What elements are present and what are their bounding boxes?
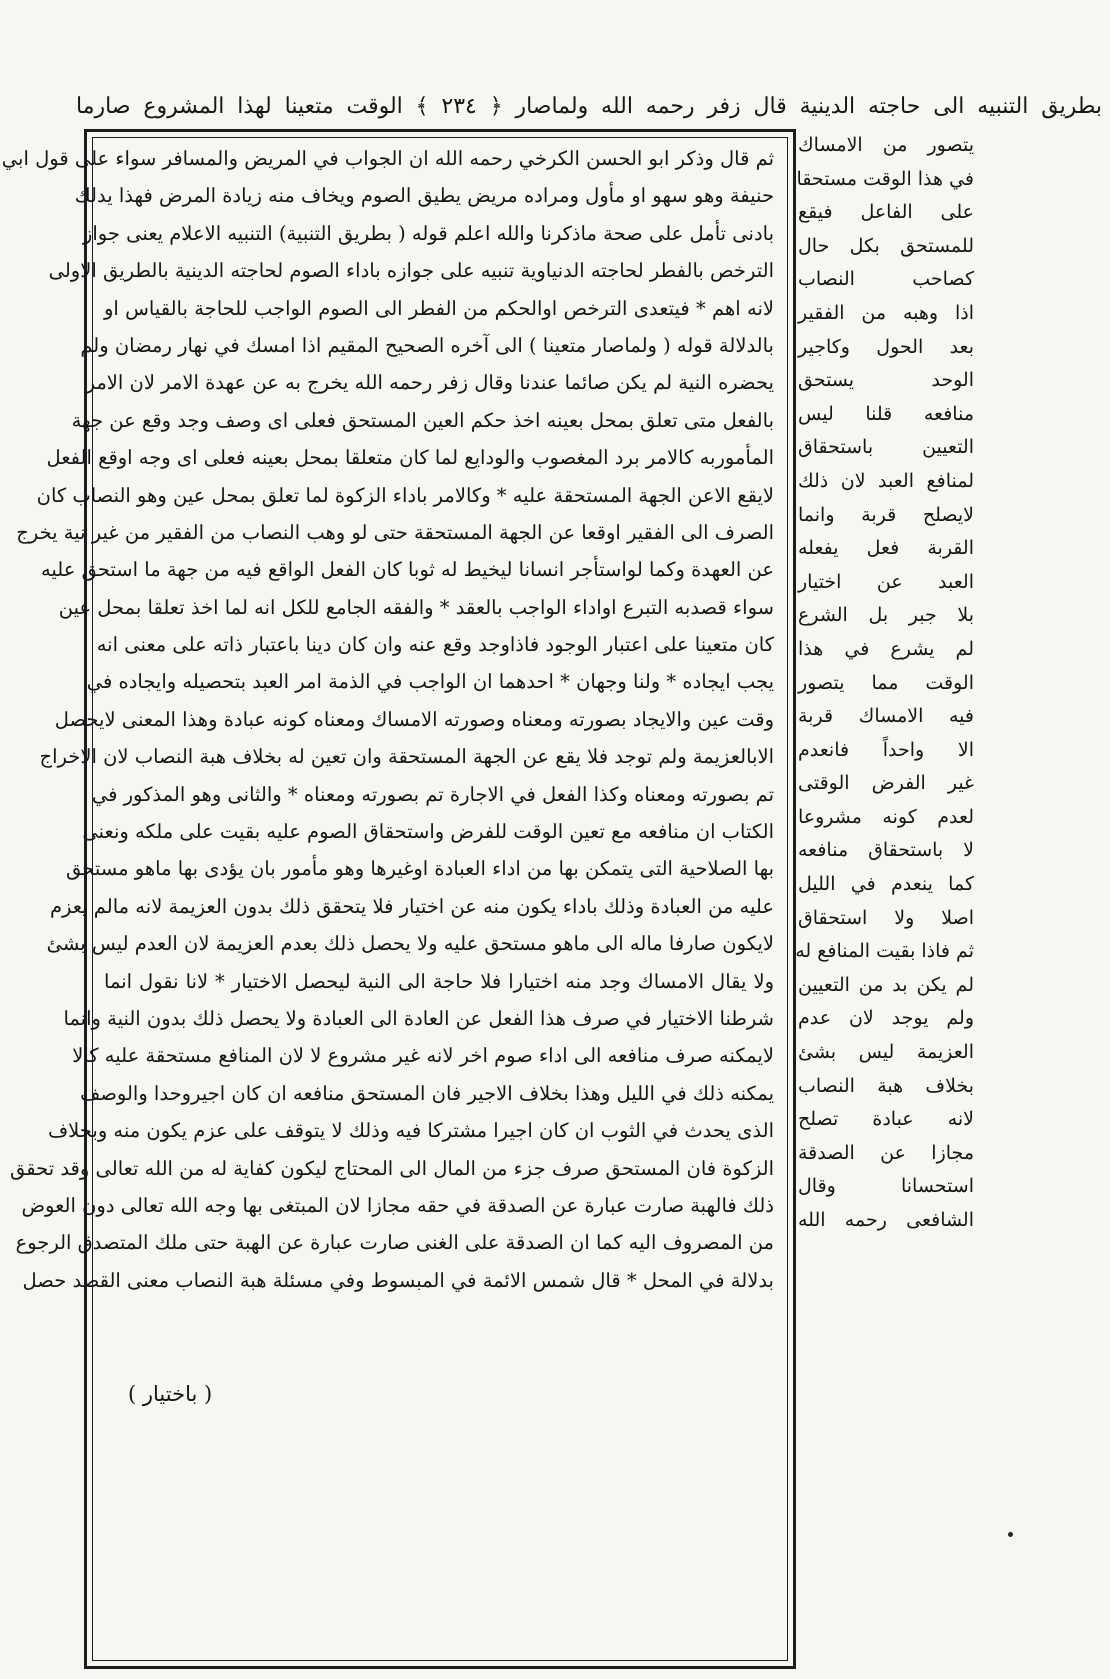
main-text-line: بالفعل متى تعلق بمحل بعينه اخذ حكم العين المستحق فعلى اى وصف وجد وقع عن جهة (71, 408, 774, 432)
main-text-line: بادنى تأمل على صحة ماذكرنا والله اعلم قوله ( بطريق التنبية) التنبيه الاعلام يعنى جواز (82, 221, 774, 245)
main-text-line: لايقع الاعن الجهة المستحقة عليه * وكالامر باداء الزكوة لما تعلق بمحل عين وهو النصاب كان (36, 483, 774, 507)
margin-text-line: لم يكن بد من التعيين (798, 973, 974, 996)
main-text-line: الصرف الى الفقير اوقعا عن الجهة المستحقة حتى لو وهب النصاب من الفقير من غير نية يخرج (16, 520, 774, 544)
main-text-line: تم بصورته ومعناه وكذا الفعل في الاجارة تم بصورته ومعناه * والثانى وهو المذكور في (91, 782, 774, 806)
margin-text-line: بلا جبر بل الشرع (798, 604, 974, 627)
main-text-line: شرطنا الاختيار في صرف هذا الفعل عن العادة الى العبادة ولا يحصل ذلك بدون النية وانما (63, 1006, 774, 1030)
main-text-line: الكتاب ان منافعه مع تعين الوقت للفرض واستحقاق الصوم عليه بقيت على ملكه ونعنى (82, 820, 774, 844)
main-text-line: لانه اهم * فيتعدى الترخص اوالحكم من الفطر الى الصوم الواجب للحاجة بالقياس او (104, 296, 774, 320)
margin-text-line: ثم فاذا بقيت المنافع له (795, 940, 974, 963)
margin-text-line: لانه عبادة تصلح (798, 1108, 974, 1131)
margin-text-line: العزيمة ليس بشئ (798, 1041, 974, 1064)
margin-text-line: فيه الامساك قربة (798, 705, 974, 728)
main-text-line: عليه من العبادة وذلك باداء يكون منه عن اختيار فلا يتحقق ذلك بدون العزيمة لانه مالم يعزم (49, 894, 774, 918)
margin-text-line: العبد عن اختيار (798, 570, 974, 593)
main-text-line: يحضره النية لم يكن صائما عندنا وقال زفر رحمه الله يخرج به عن عهدة الامر لان الامر (85, 371, 774, 395)
main-text-line: المأموربه كالامر برد المغصوب والودايع لما كان متعلقا بمحل بعينه فعلى اى وجه اوقع الفعل (46, 446, 774, 470)
main-text-line: بدلالة في المحل * قال شمس الائمة في المبسوط وفي مسئلة هبة النصاب معنى القصد حصل (22, 1268, 774, 1292)
main-text-line: بها الصلاحية التى يتمكن بها من اداء العبادة اوغيرها وهو مأمور بان يؤدى بها ماهو مستحق (66, 857, 774, 881)
margin-text-line: بخلاف هبة النصاب (798, 1074, 974, 1097)
main-text-line: يمكنه ذلك في الليل وهذا بخلاف الاجير فان المستحق منافعه ان كان اجيروحدا والوصف (80, 1081, 774, 1105)
margin-text-line: التعيين باستحقاق (798, 436, 974, 459)
ink-dot (1008, 1532, 1013, 1537)
main-text-line: الابالعزيمة ولم توجد فلا يقع عن الجهة المستحقة وان تعين له بخلاف هبة النصاب لان الاخراج (39, 745, 774, 769)
margin-text-line: للمستحق بكل حال (798, 234, 974, 257)
margin-text-line: اصلا ولا استحقاق (798, 906, 974, 929)
main-text-line: حنيفة وهو سهو او مأول ومراده مريض يطيق الصوم ويخاف منه زيادة المرض فهذا يدلك (74, 184, 774, 208)
margin-text-line: لا باستحقاق منافعه (798, 839, 974, 862)
margin-text-line: يتصور من الامساك (798, 134, 974, 156)
margin-text-line: لم يشرع في هذا (798, 637, 974, 660)
main-text-line: ذلك فالهبة صارت عبارة عن الصدقة في حقه مجازا لان المبتغى بها وجه الله تعالى دون العوض (21, 1193, 774, 1217)
main-text-line: ولا يقال الامساك وجد منه اختيارا فلا حاجة الى النية ليحصل الاختيار * لانا نقول انما (104, 969, 774, 993)
main-text (1, 140, 774, 1660)
main-text-line: ثم قال وذكر ابو الحسن الكرخي رحمه الله ان الجواب في المريض والمسافر سواء على قول ابي (1, 147, 774, 170)
margin-text-line: لعدم كونه مشروعا (798, 805, 974, 828)
margin-text-line: كما ينعدم في الليل (798, 873, 974, 896)
marginal-commentary (795, 129, 976, 1679)
margin-text-line: الشافعى رحمه الله (798, 1209, 974, 1231)
margin-text-line: بعد الحول وكاجير (798, 335, 974, 358)
margin-text-line: لايصلح قربة وانما (798, 503, 974, 526)
margin-text-line: الوقت مما يتصور (798, 671, 974, 694)
margin-text-line: القربة فعل يفعله (798, 537, 974, 560)
main-text-line: لايكون صارفا ماله الى ماهو مستحق عليه ولا يحصل ذلك بعدم العزيمة لان العدم ليس بشئ (46, 932, 774, 956)
margin-text-line: غير الفرض الوقتى (798, 772, 974, 795)
main-text-line: الترخص بالفطر لحاجته الدنياوية تنبيه على جوازه باداء الصوم لحاجته الدينية بالطريق الاولى (48, 259, 774, 283)
main-text-line: الزكوة فان المستحق صرف جزء من المال الى المحتاج ليكون كفاية له من الله تعالى وقد تحقق (9, 1156, 774, 1180)
main-text-line: يجب ايجاده * ولنا وجهان * احدهما ان الواجب في الذمة امر العبد بتحصيله وايجاده في (86, 670, 774, 694)
margin-text-line: على الفاعل فيقع (798, 201, 974, 224)
main-text-line: كان متعينا على اعتبار الوجود فاذاوجد وقع عنه وان كان دينا باعتبار ذاته على معنى انه (96, 633, 774, 657)
margin-text-line: كصاحب النصاب (798, 268, 974, 291)
main-text-line: بالدلالة قوله ( ولماصار متعينا ) الى آخره الصحيح المقيم اذا امسك في نهار رمضان ولم (80, 333, 774, 357)
main-text-line: سواء قصدبه التبرع اواداء الواجب بالعقد * والفقه الجامع للكل انه لما اخذ تعلقا بمحل عين (58, 595, 774, 619)
main-text-line: الذى يحدث في الثوب ان كان اجيرا مشتركا فيه وذلك لا يتوقف على عزم يكون منه وبخلاف (47, 1119, 774, 1143)
main-text-line: من المصروف اليه كما ان الصدقة على الغنى صارت عبارة عن الهبة حتى ملك المتصدق الرجوع (15, 1231, 774, 1255)
main-text-line: عن العهدة وكما لواستأجر انسانا ليخيط له ثوبا كان الفعل الواقع فيه من جهة ما استحق عليه (40, 558, 774, 582)
margin-text-line: في هذا الوقت مستحقا (796, 167, 974, 190)
catchword: ( باختيار ) (128, 1382, 213, 1406)
main-text-line: وقت عين والايجاد بصورته ومعناه وصورته الامساك ومعناه كونه عبادة وهذا المعنى لايحصل (54, 707, 774, 731)
margin-text-line: مجازا عن الصدقة (798, 1141, 974, 1164)
margin-text-line: لمنافع العبد لان ذلك (798, 469, 974, 492)
margin-text-line: استحسانا وقال (798, 1175, 974, 1198)
running-header: بطريق التنبيه الى حاجته الدينية قال زفر رحمه الله ولماصار ﴿ ٢٣٤ ﴾ الوقت متعينا لهذا المشروع صارما (76, 94, 1102, 119)
margin-text-line: ولم يوجد لان عدم (798, 1007, 974, 1030)
margin-text-line: الا واحداً فانعدم (798, 738, 974, 761)
margin-text-line: الوحد يستحق (798, 369, 974, 392)
margin-text-line: منافعه قلنا ليس (798, 402, 974, 425)
main-text-line: لايمكنه صرف منافعه الى اداء صوم اخر لانه غير مشروع لا لان المنافع مستحقة عليه كالا (72, 1044, 774, 1068)
margin-text-line: اذا وهبه من الفقير (798, 301, 974, 324)
